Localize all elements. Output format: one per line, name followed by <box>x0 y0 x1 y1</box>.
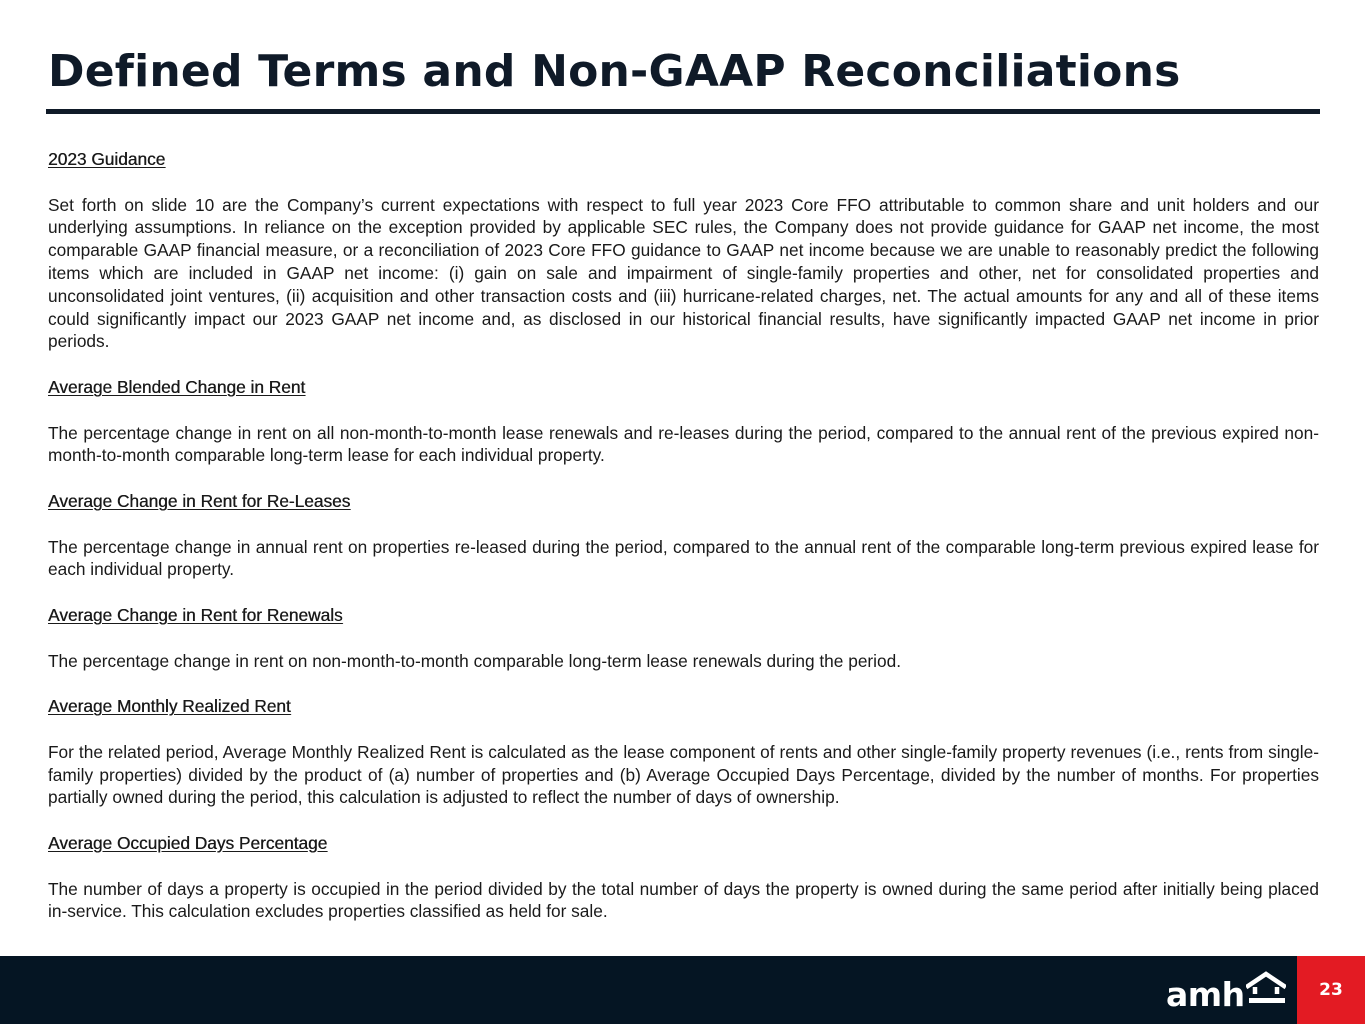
section-body: The percentage change in rent on all non-month-to-month lease renewals and re-leases during the period, compared to the annual rent of the previous expired non-month-to-month comparable long-term lease for each individual property. <box>48 422 1319 466</box>
page-title: Defined Terms and Non-GAAP Reconciliations <box>48 46 1181 97</box>
house-icon <box>1246 971 1286 1007</box>
section-body: Set forth on slide 10 are the Company’s current expectations with respect to full year 2023 Core FFO attributable to common share and unit holders and our underlying assumptions. In reliance on the exception provided by applicable SEC rules, the Company does not provide guidance for GAAP net income, the most comparable GAAP financial measure, or a reconciliation of 2023 Core FFO guidance to GAAP net income because we are unable to reasonably predict the following items which are included in GAAP net income: (i) gain on sale and impairment of single-family properties and other, net for consolidated properties and unconsolidated joint ventures, (ii) acquisition and other transaction costs and (iii) hurricane-related charges, net. The actual amounts for any and all of these items could significantly impact our 2023 GAAP net income and, as disclosed in our historical financial results, have significantly impacted GAAP net income in prior periods. <box>48 194 1319 352</box>
section-body: The percentage change in rent on non-month-to-month comparable long-term lease renewals during the period. <box>48 650 902 671</box>
section-average-change-in-rent-re-leases <box>48 490 1319 581</box>
amh-logo <box>1166 969 1286 1013</box>
section-heading: 2023 Guidance <box>48 149 166 169</box>
page-number-badge: 23 <box>1297 956 1365 1024</box>
section-2023-guidance <box>48 148 1319 353</box>
title-divider <box>46 109 1320 114</box>
section-heading: Average Blended Change in Rent <box>48 376 306 397</box>
section-average-change-in-rent-renewals <box>48 604 1319 672</box>
logo-text: amh <box>1166 975 1245 1014</box>
section-average-blended-change-in-rent <box>48 376 1319 467</box>
section-average-monthly-realized-rent <box>48 695 1319 809</box>
footer-bar <box>0 956 1365 1024</box>
section-body: The number of days a property is occupied in the period divided by the total number of days the property is owned during the same period after initially being placed in-service. This calculation excludes properties classified as held for sale. <box>48 878 1319 922</box>
section-average-occupied-days-percentage <box>48 832 1319 923</box>
content-area <box>48 148 1319 923</box>
section-heading: Average Occupied Days Percentage <box>48 832 328 853</box>
section-heading: Average Change in Rent for Re-Leases <box>48 490 351 511</box>
section-heading: Average Monthly Realized Rent <box>48 696 291 717</box>
section-body: The percentage change in annual rent on properties re-leased during the period, compared to the annual rent of the comparable long-term previous expired lease for each individual property. <box>48 536 1319 580</box>
section-body: For the related period, Average Monthly Realized Rent is calculated as the lease component of rents and other single-family property revenues (i.e., rents from single-family properties) divided by the product of (a) number of properties and (b) Average Occupied Days Percentage, divided by the number of months. For properties partially owned during the period, this calculation is adjusted to reflect the number of days of ownership. <box>48 741 1319 808</box>
section-heading: Average Change in Rent for Renewals <box>48 604 343 625</box>
